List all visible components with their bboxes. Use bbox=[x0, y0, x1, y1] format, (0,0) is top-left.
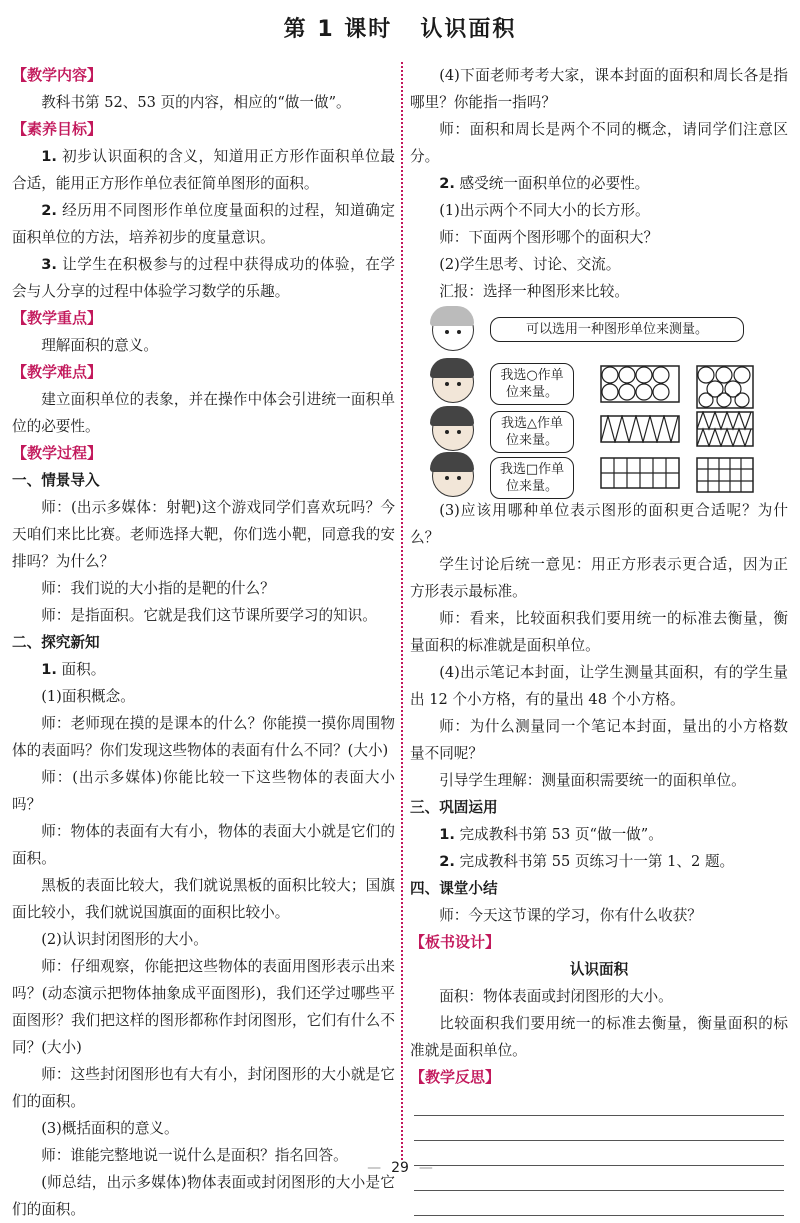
board-title: 认识面积 bbox=[569, 961, 629, 978]
triangle-tiling-large bbox=[696, 411, 754, 447]
page-number: — 29 — bbox=[367, 1160, 433, 1176]
key-text: 理解面积的意义。 bbox=[41, 337, 158, 354]
measurement-illustration bbox=[410, 307, 788, 495]
heading-key: 【教学重点】 bbox=[12, 309, 103, 327]
section-1-title: 一、情景导入 bbox=[12, 472, 100, 489]
speech-bubble-square: 我选□作单位来量。 bbox=[490, 457, 574, 499]
square-tiling-large bbox=[696, 457, 754, 493]
s2-item-1: 1. 面积。 bbox=[41, 661, 106, 678]
heading-goals: 【素养目标】 bbox=[12, 120, 103, 138]
girl2-avatar bbox=[432, 455, 474, 497]
s2-sub-b: (2)认识封闭图形的大小。 bbox=[41, 931, 208, 948]
girl-avatar bbox=[432, 361, 474, 403]
s2-para-2: 师：(出示多媒体)你能比较一下这些物体的表面大小吗？ bbox=[12, 769, 395, 813]
heading-content: 【教学内容】 bbox=[12, 66, 103, 84]
r-para-12: 引导学生理解：测量面积需要统一的面积单位。 bbox=[439, 772, 746, 789]
lesson-topic: 认识面积 bbox=[420, 17, 517, 42]
s2-para-6: 师：这些封闭图形也有大有小，封闭图形的大小就是它们的面积。 bbox=[12, 1066, 395, 1110]
circle-tiling-small bbox=[600, 365, 680, 403]
s2-para-5: 师：仔细观察，你能把这些物体的表面用图形表示出来吗？(动态演示把物体抽象成平面图形)，我们还学过哪些平面图形？我们把这样的图形都称作封闭图形，它们有什么不同？(大小) bbox=[12, 958, 395, 1056]
s3-item-1: 1. 完成教科书第 53 页“做一做”。 bbox=[439, 826, 663, 843]
board-para-2: 比较面积我们要用统一的标准去衡量，衡量面积的标准就是面积单位。 bbox=[410, 1015, 788, 1059]
r-para-9: 师：看来，比较面积我们要用统一的标准去衡量，衡量面积的标准就是面积单位。 bbox=[410, 610, 788, 654]
s2-para-7: 师：谁能完整地说一说什么是面积？指名回答。 bbox=[41, 1147, 348, 1164]
s2-sub-c: (3)概括面积的意义。 bbox=[41, 1120, 179, 1137]
r-para-2: 师：面积和周长是两个不同的概念，请同学们注意区分。 bbox=[410, 121, 788, 165]
s4-text: 师：今天这节课的学习，你有什么收获？ bbox=[439, 907, 702, 924]
s2-para-8: (师总结，出示多媒体)物体表面或封闭图形的大小是它们的面积。 bbox=[12, 1174, 395, 1218]
heading-board: 【板书设计】 bbox=[410, 933, 501, 951]
left-column bbox=[12, 62, 395, 1223]
heading-reflection: 【教学反思】 bbox=[410, 1068, 501, 1086]
content-text: 教科书第 52、53 页的内容，相应的“做一做”。 bbox=[41, 94, 351, 111]
speech-bubble-circle: 我选○作单位来量。 bbox=[490, 363, 574, 405]
s2-para-3: 师：物体的表面有大有小，物体的表面大小就是它们的面积。 bbox=[12, 823, 395, 867]
goal-2: 2. 经历用不同图形作单位度量面积的过程，知道确定面积单位的方法，培养初步的度量意识。 bbox=[12, 202, 395, 246]
reflection-lines bbox=[410, 1091, 788, 1216]
s2-para-4: 黑板的表面比较大，我们就说黑板的面积比较大；国旗面比较小，我们就说国旗面的面积比较小。 bbox=[12, 877, 395, 921]
difficulty-text: 建立面积单位的表象，并在操作中体会引进统一面积单位的必要性。 bbox=[12, 391, 395, 435]
heading-difficulty: 【教学难点】 bbox=[12, 363, 103, 381]
section-3-title: 三、巩固运用 bbox=[410, 799, 498, 816]
s2-para-1: 师：老师现在摸的是课本的什么？你能摸一摸你周围物体的表面吗？你们发现这些物体的表面有什么不同？(大小) bbox=[12, 715, 395, 759]
teacher-avatar bbox=[432, 309, 474, 351]
r-para-4: 师：下面两个图形哪个的面积大？ bbox=[439, 229, 659, 246]
r-item-2: 2. 感受统一面积单位的必要性。 bbox=[439, 175, 650, 192]
goal-3: 3. 让学生在积极参与的过程中获得成功的体验，在学会与人分享的过程中体验学习数学的乐趣。 bbox=[12, 256, 395, 300]
board-para-1: 面积：物体表面或封闭图形的大小。 bbox=[439, 988, 673, 1005]
right-column bbox=[410, 62, 788, 1216]
lesson-number: 第 1 课时 bbox=[283, 17, 393, 42]
r-para-5: (2)学生思考、讨论、交流。 bbox=[439, 256, 621, 273]
square-tiling-small bbox=[600, 457, 680, 489]
section-2-title: 二、探究新知 bbox=[12, 634, 100, 651]
r-para-8: 学生讨论后统一意见：用正方形表示更合适，因为正方形表示最标准。 bbox=[410, 556, 788, 600]
writing-line bbox=[414, 1091, 784, 1116]
s1-para-2: 师：我们说的大小指的是靶的什么？ bbox=[41, 580, 275, 597]
speech-bubble-top: 可以选用一种图形单位来测量。 bbox=[490, 317, 744, 342]
speech-bubble-triangle: 我选△作单位来量。 bbox=[490, 411, 574, 453]
r-para-7: (3)应该用哪种单位表示图形的面积更合适呢？为什么？ bbox=[410, 502, 788, 546]
r-para-11: 师：为什么测量同一个笔记本封面，量出的小方格数量不同呢？ bbox=[410, 718, 788, 762]
triangle-tiling-small bbox=[600, 415, 680, 443]
r-para-6: 汇报：选择一种图形来比较。 bbox=[439, 283, 629, 300]
s3-item-2: 2. 完成教科书第 55 页练习十一第 1、2 题。 bbox=[439, 853, 735, 870]
r-para-10: (4)出示笔记本封面，让学生测量其面积，有的学生量出 12 个小方格，有的量出 48 个小方格。 bbox=[410, 664, 788, 708]
boy-avatar bbox=[432, 409, 474, 451]
r-para-1: (4)下面老师考考大家，课本封面的面积和周长各是指哪里？你能指一指吗？ bbox=[410, 67, 788, 111]
lesson-title bbox=[0, 12, 800, 43]
writing-line bbox=[414, 1191, 784, 1216]
s1-para-1: 师：(出示多媒体：射靶)这个游戏同学们喜欢玩吗？今天咱们来比比赛。老师选择大靶，你们选小靶，同意我的安排吗？为什么？ bbox=[12, 499, 395, 570]
writing-line bbox=[414, 1116, 784, 1141]
section-4-title: 四、课堂小结 bbox=[410, 880, 498, 897]
s2-sub-a: (1)面积概念。 bbox=[41, 688, 135, 705]
s1-para-3: 师：是指面积。它就是我们这节课所要学习的知识。 bbox=[41, 607, 377, 624]
goal-1: 1. 初步认识面积的含义，知道用正方形作面积单位最合适，能用正方形作单位表征简单图形的面积。 bbox=[12, 148, 395, 192]
circle-tiling-large bbox=[696, 365, 754, 409]
r-para-3: (1)出示两个不同大小的长方形。 bbox=[439, 202, 650, 219]
column-divider bbox=[401, 62, 403, 1160]
heading-process: 【教学过程】 bbox=[12, 444, 103, 462]
